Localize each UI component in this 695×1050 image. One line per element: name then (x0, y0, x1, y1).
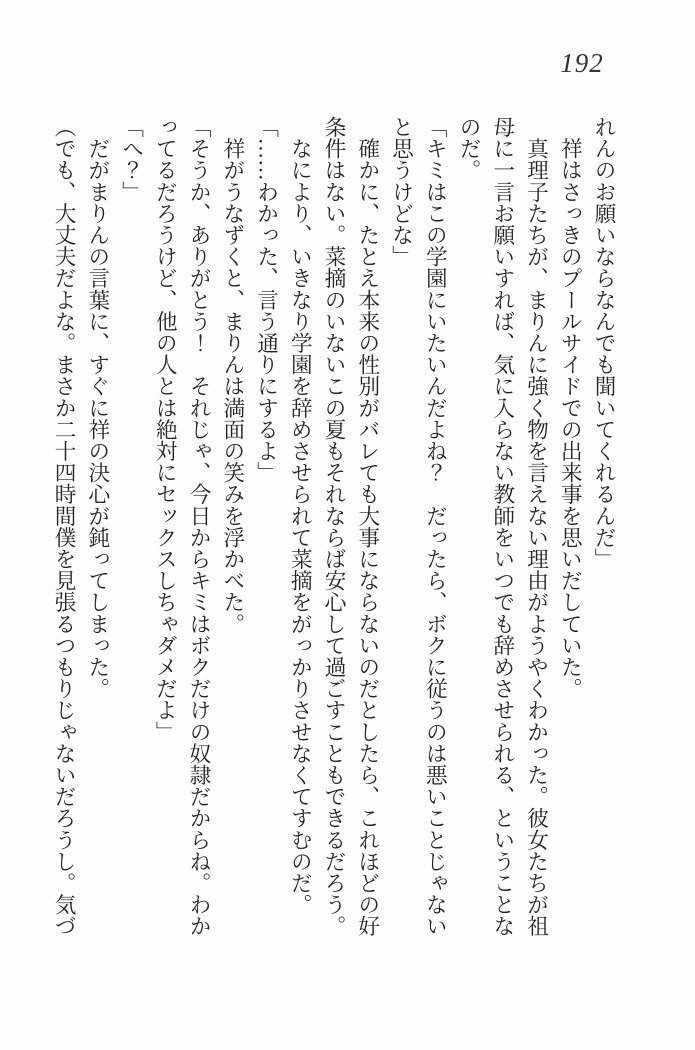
paragraph: 「へ？」 (119, 116, 144, 203)
paragraph: だがまりんの言葉に、すぐに祥の決心が鈍ってしまった。 (85, 116, 110, 700)
paragraph: 「そうか、ありがとう！ それじゃ、今日からキミはボクだけの奴隷だからね。わかってるだろうけど、他の人とは絶対にセックスしちゃダメだよ」 (153, 116, 211, 937)
paragraph: 「……わかった、言う通りにするよ」 (254, 116, 279, 484)
paragraph: （でも、大丈夫だよな。まさか二十四時間僕を見張るつもりじゃないだろうし。気づ (52, 116, 76, 937)
paragraph: 確かに、たとえ本来の性別がバレても大事にならないのだとしたら、これほどの好条件はない。菜摘のいないこの夏もそれならば安心して過ごすこともできるだろう。 (322, 116, 380, 937)
paragraph: 祥はさっきのプールサイドでの出来事を思いだしていた。 (558, 116, 583, 700)
paragraph: れんのお願いならなんでも聞いてくれるんだ」 (592, 116, 616, 570)
page-text (46, 116, 620, 940)
paragraph: 「キミはこの学園にいたいんだよね？ だったら、ボクに従うのは悪いことじゃないと思うけどな」 (389, 116, 448, 937)
page-number: 192 (560, 48, 604, 78)
paragraph: 祥がうなずくと、まりんは満面の笑みを浮かべた。 (220, 116, 245, 635)
paragraph: なにより、いきなり学園を辞めさせられて菜摘をがっかりさせなくてすむのだ。 (288, 116, 313, 916)
paragraph: 真理子たちが、まりんに強く物を言えない理由がようやくわかった。彼女たちが祖母に一言お願いすれば、気に入らない教師をいつでも辞めさせられる、ということなのだ。 (457, 116, 549, 937)
